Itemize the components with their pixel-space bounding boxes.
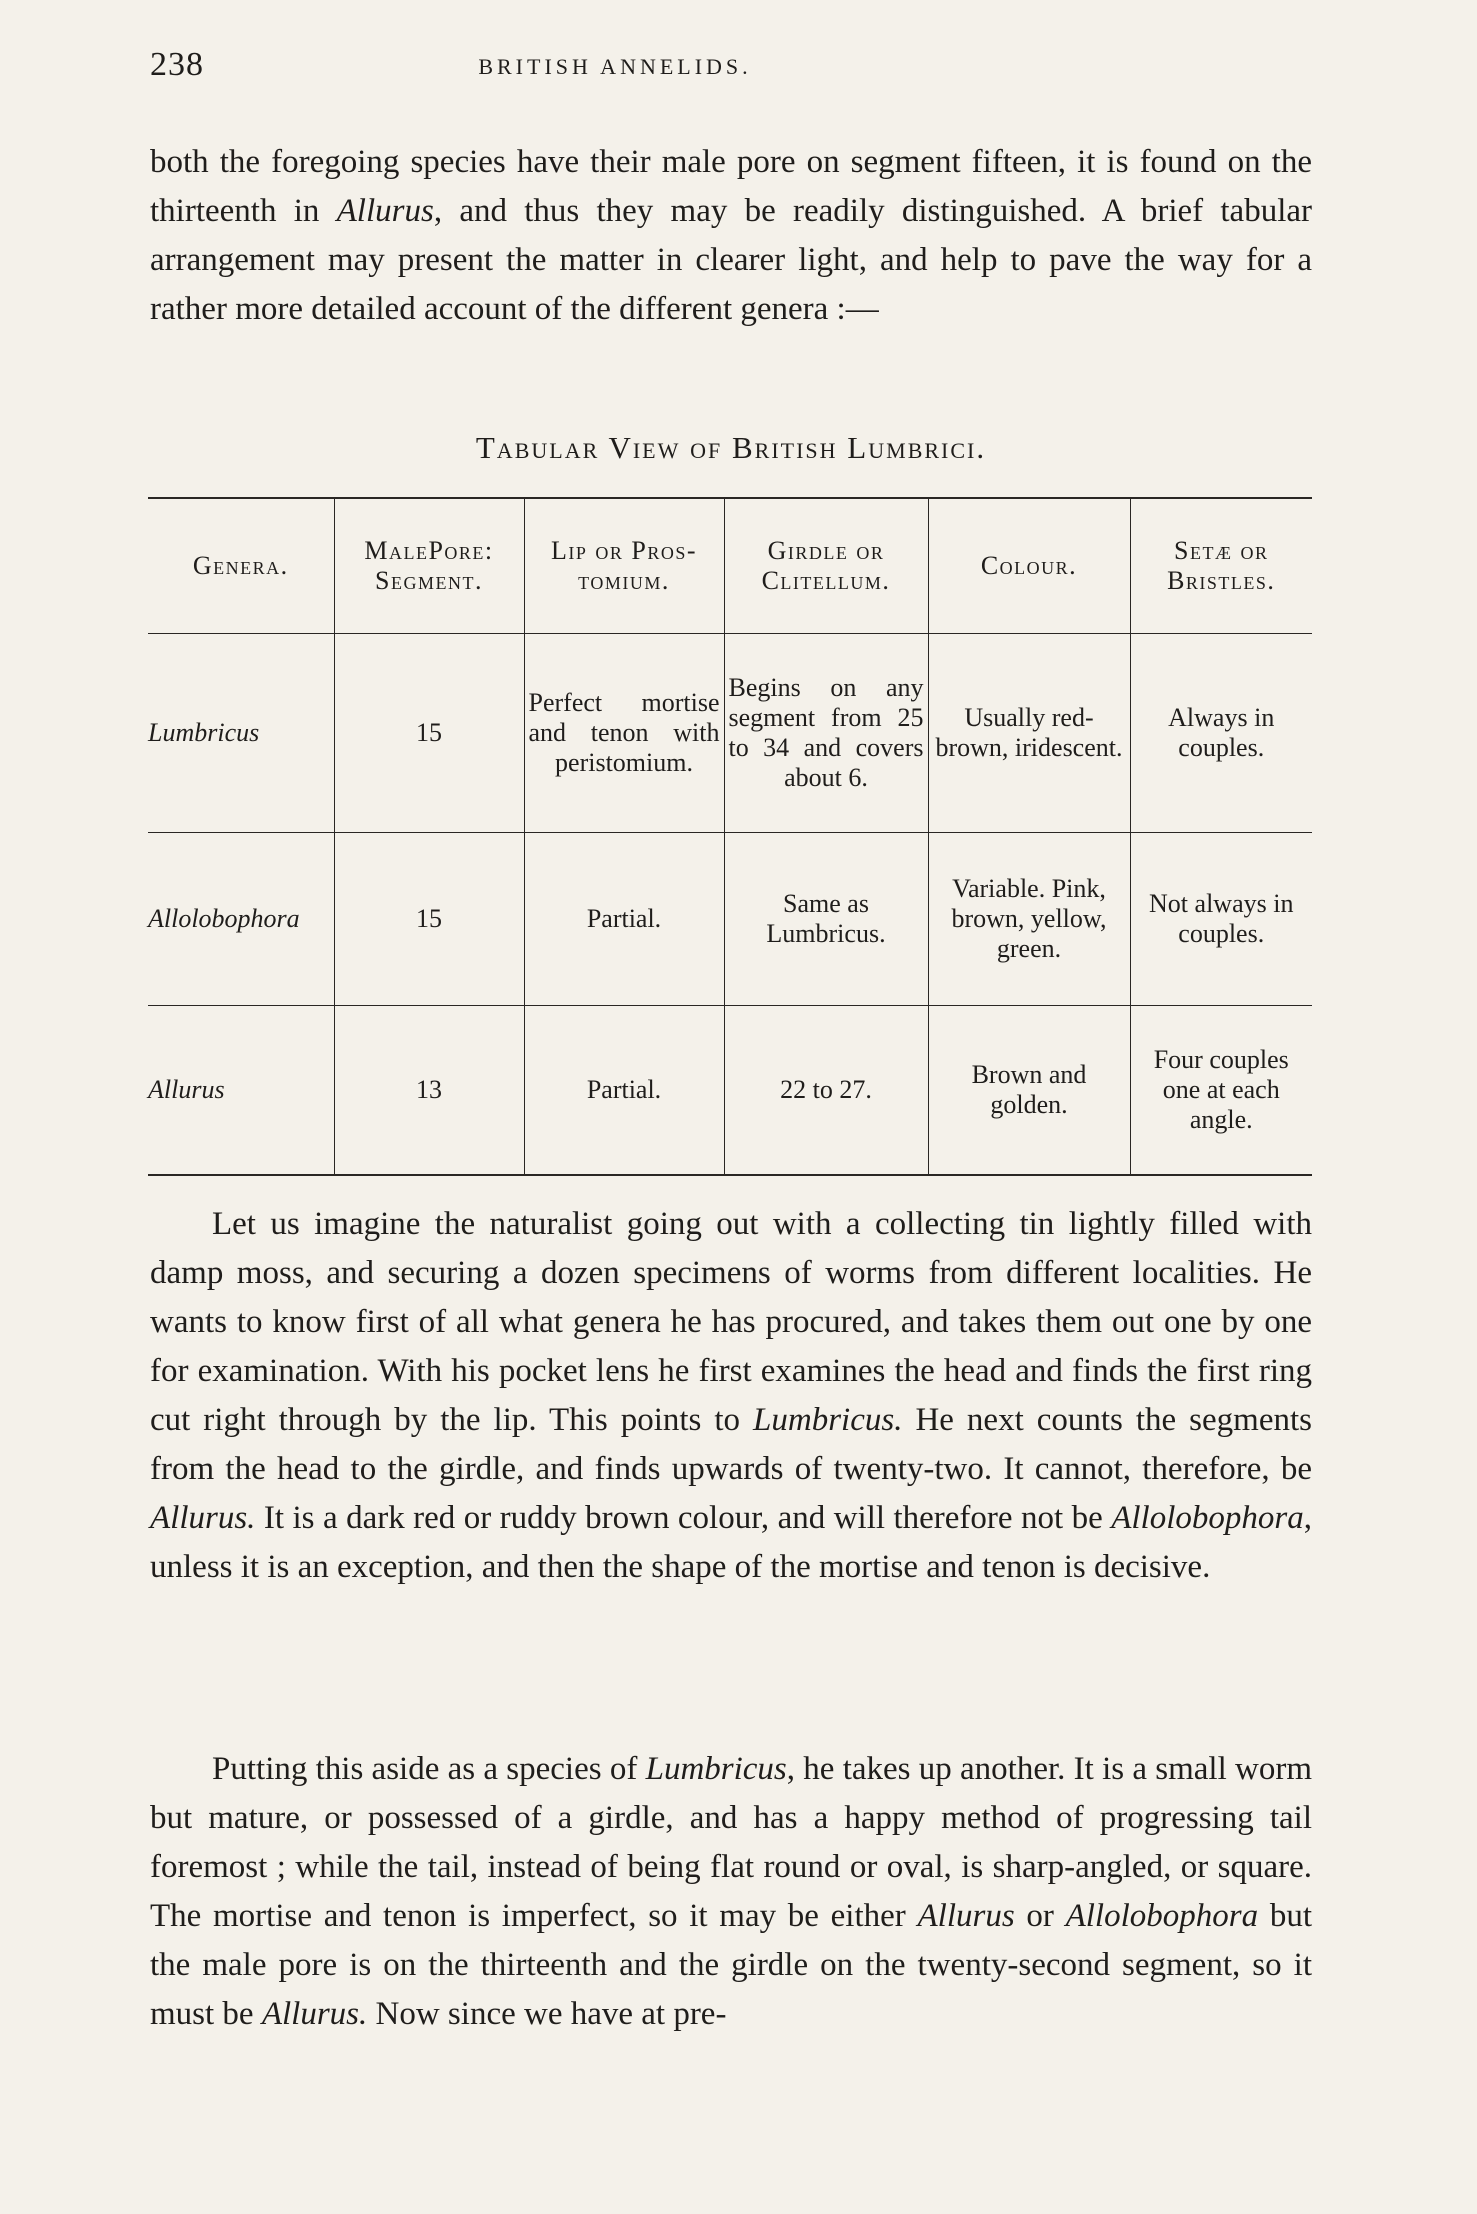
genus-name: Allurus bbox=[917, 1898, 1015, 1934]
paragraph-putting-aside bbox=[150, 1745, 1312, 2039]
cell-setae: Four couples one at each angle. bbox=[1130, 1006, 1312, 1176]
paragraph-naturalist bbox=[150, 1200, 1312, 1592]
text-run: both the foregoing species have their male pore on segment fifteen, it is found on the thirteenth in bbox=[150, 144, 1312, 229]
text-run: , he takes up another. It is a small worm but mature, or possessed of a girdle, and has a happy method of progressing tail foremost ; while the tail, instead of being flat round or oval, is sharp-angled, or square. The mortise and tenon is imperfect, so it may be either bbox=[150, 1751, 1313, 1934]
genus-name: Allolobophora bbox=[1065, 1898, 1259, 1934]
cell-setae: Always in couples. bbox=[1130, 634, 1312, 833]
cell-lip: Partial. bbox=[524, 1006, 724, 1176]
cell-segment: 15 bbox=[334, 833, 524, 1006]
genus-name: Allurus bbox=[336, 193, 434, 229]
genus-name: Lumbricus bbox=[645, 1751, 787, 1787]
text-run: or bbox=[1014, 1898, 1066, 1934]
header-lip: Lip or Pros-tomium. bbox=[524, 498, 724, 634]
cell-segment: 15 bbox=[334, 634, 524, 833]
cell-colour: Variable. Pink, brown, yellow, green. bbox=[928, 833, 1130, 1006]
cell-girdle: Same as Lumbricus. bbox=[724, 833, 928, 1006]
table-title: Tabular View of British Lumbrici. bbox=[475, 430, 987, 465]
cell-genus: Allurus bbox=[148, 1075, 225, 1104]
page-number: 238 bbox=[150, 46, 204, 83]
cell-setae: Not always in couples. bbox=[1130, 833, 1312, 1006]
paragraph-intro bbox=[150, 138, 1312, 334]
lumbrici-table bbox=[148, 497, 1312, 1176]
cell-genus: Allolobophora bbox=[148, 904, 300, 933]
text-run: Putting this aside as a species of bbox=[212, 1751, 646, 1787]
cell-lip: Perfect mortise and tenon with peristomium. bbox=[524, 634, 724, 833]
text-run: He next counts the segments from the head to the girdle, and finds upwards of twenty-two. It cannot, therefore, be bbox=[150, 1402, 1312, 1487]
table-row bbox=[148, 833, 1312, 1006]
cell-segment: 13 bbox=[334, 1006, 524, 1176]
header-setae: Setæ or Bristles. bbox=[1130, 498, 1312, 634]
table-row bbox=[148, 1006, 1312, 1176]
text-run: Let us imagine the naturalist going out with a collecting tin lightly filled with damp moss, and securing a dozen specimens of worms from different localities. He wants to know first of all what genera he has procured, and takes them out one by one for examination. With his pocket lens he first examines the head and finds the first ring cut right through by the lip. This points to bbox=[150, 1206, 1312, 1438]
header-male-pore: MalePore: Segment. bbox=[334, 498, 524, 634]
cell-genus: Lumbricus bbox=[148, 718, 260, 747]
cell-girdle: 22 to 27. bbox=[724, 1006, 928, 1176]
text-run: but the male pore is on the thirteenth and the girdle on the twenty-second segment, so it must be bbox=[150, 1898, 1313, 2032]
text-run: Now since we have at pre- bbox=[367, 1996, 727, 2032]
cell-colour: Brown and golden. bbox=[928, 1006, 1130, 1176]
header-colour: Colour. bbox=[928, 498, 1130, 634]
genus-name: Allolobophora bbox=[1111, 1500, 1304, 1536]
running-title: BRITISH ANNELIDS. bbox=[478, 54, 752, 79]
text-run: , and thus they may be readily distinguished. A brief tabular arrangement may present the matter in clearer light, and help to pave the way for a rather more detailed account of the different genera :— bbox=[150, 193, 1312, 327]
header-girdle: Girdle or Clitellum. bbox=[724, 498, 928, 634]
text-run: , unless it is an exception, and then the shape of the mortise and tenon is decisive. bbox=[150, 1500, 1312, 1585]
cell-lip: Partial. bbox=[524, 833, 724, 1006]
genus-name: Lumbricus. bbox=[753, 1402, 903, 1438]
text-run: It is a dark red or ruddy brown colour, and will therefore not be bbox=[255, 1500, 1112, 1536]
cell-girdle: Begins on any segment from 25 to 34 and covers about 6. bbox=[724, 634, 928, 833]
genus-name: Allurus. bbox=[261, 1996, 368, 2032]
table-header-row bbox=[148, 498, 1312, 634]
genus-name: Allurus. bbox=[150, 1500, 256, 1536]
running-head bbox=[150, 46, 1310, 86]
cell-colour: Usually red-brown, iridescent. bbox=[928, 634, 1130, 833]
header-genera: Genera. bbox=[192, 551, 289, 580]
table-row bbox=[148, 634, 1312, 833]
